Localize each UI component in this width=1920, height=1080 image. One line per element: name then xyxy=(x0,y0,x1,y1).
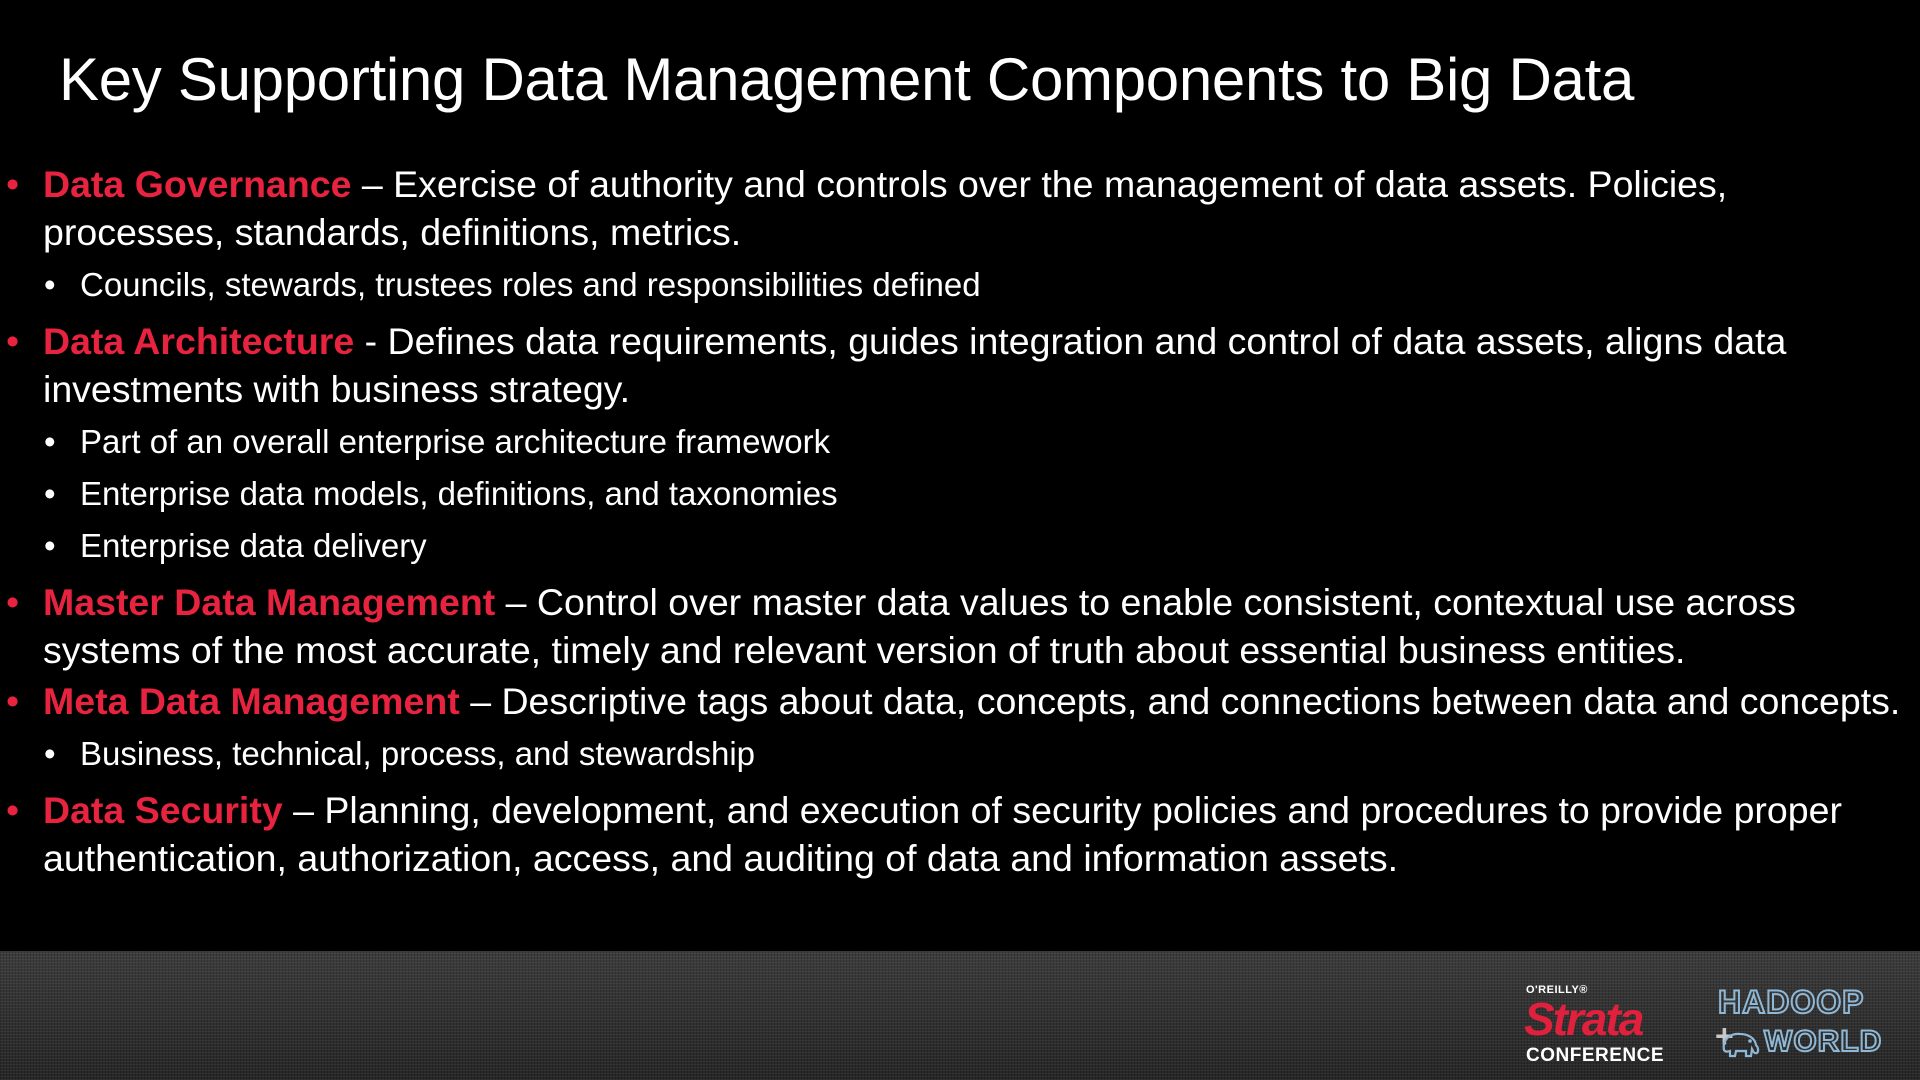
bullet-marker: • xyxy=(6,163,20,205)
sub-bullet-item xyxy=(0,728,1920,780)
sub-bullet-marker: • xyxy=(44,527,56,564)
conference-label: CONFERENCE xyxy=(1526,1045,1665,1066)
bullet-term: Data Security xyxy=(43,789,283,831)
sub-bullet-marker: • xyxy=(44,475,56,512)
bullet-marker: • xyxy=(6,680,20,722)
bullet-text: - Defines data requirements, guides integration and control of data assets, aligns data investments with business strategy. xyxy=(43,320,1787,410)
sub-bullet-item xyxy=(0,468,1920,520)
bullet-item xyxy=(0,677,1920,725)
bullet-item xyxy=(0,160,1920,256)
slide-title: Key Supporting Data Management Components to Big Data xyxy=(59,46,1635,113)
oreilly-label: O'REILLY® xyxy=(1526,984,1588,996)
hadoop-elephant-icon xyxy=(1718,1028,1762,1060)
sub-bullet-marker: • xyxy=(44,423,56,460)
subitem-group xyxy=(0,416,1920,572)
bullet-term: Master Data Management xyxy=(43,581,496,623)
bullet-marker: • xyxy=(6,320,20,362)
sub-bullet-item xyxy=(0,416,1920,468)
plus-sign: + xyxy=(1715,1018,1734,1054)
bullet-marker: • xyxy=(6,789,20,831)
sub-bullet-item xyxy=(0,259,1920,311)
subitem-group xyxy=(0,728,1920,780)
bullet-text: – Exercise of authority and controls over the management of data assets. Policies, processes, standards, definitions, metrics. xyxy=(43,163,1728,253)
sub-bullet-marker: • xyxy=(44,266,56,303)
bullet-item xyxy=(0,317,1920,413)
sub-bullet-text: Business, technical, process, and stewardship xyxy=(80,735,756,772)
bullet-term: Meta Data Management xyxy=(43,680,460,722)
bullet-text: – Planning, development, and execution of security policies and procedures to provide proper authentication, authorization, access, and auditing of data and information assets. xyxy=(43,789,1842,879)
subitem-group xyxy=(0,259,1920,311)
bullet-text: – Control over master data values to enable consistent, contextual use across systems of the most accurate, timely and relevant version of truth about essential business entities. xyxy=(43,581,1796,671)
sub-bullet-text: Enterprise data delivery xyxy=(80,527,427,564)
sub-bullet-text: Enterprise data models, definitions, and taxonomies xyxy=(80,475,838,512)
bullet-term: Data Architecture xyxy=(43,320,355,362)
bullet-item xyxy=(0,786,1920,882)
bullet-item xyxy=(0,578,1920,674)
strata-wordmark: Strata xyxy=(1524,993,1643,1045)
world-wordmark: WORLD xyxy=(1764,1025,1883,1058)
sub-bullet-marker: • xyxy=(44,735,56,772)
sub-bullet-item xyxy=(0,520,1920,572)
bullet-text: – Descriptive tags about data, concepts, and connections between data and concepts. xyxy=(459,680,1901,722)
sub-bullet-text: Part of an overall enterprise architecture framework xyxy=(80,423,831,460)
bullet-marker: • xyxy=(6,581,20,623)
sub-bullet-text: Councils, stewards, trustees roles and responsibilities defined xyxy=(80,266,981,303)
hadoop-wordmark: HADOOP xyxy=(1718,984,1865,1020)
strata-hadoop-logo xyxy=(1520,980,1900,1075)
bullet-term: Data Governance xyxy=(43,163,352,205)
bullet-list xyxy=(0,160,1920,885)
